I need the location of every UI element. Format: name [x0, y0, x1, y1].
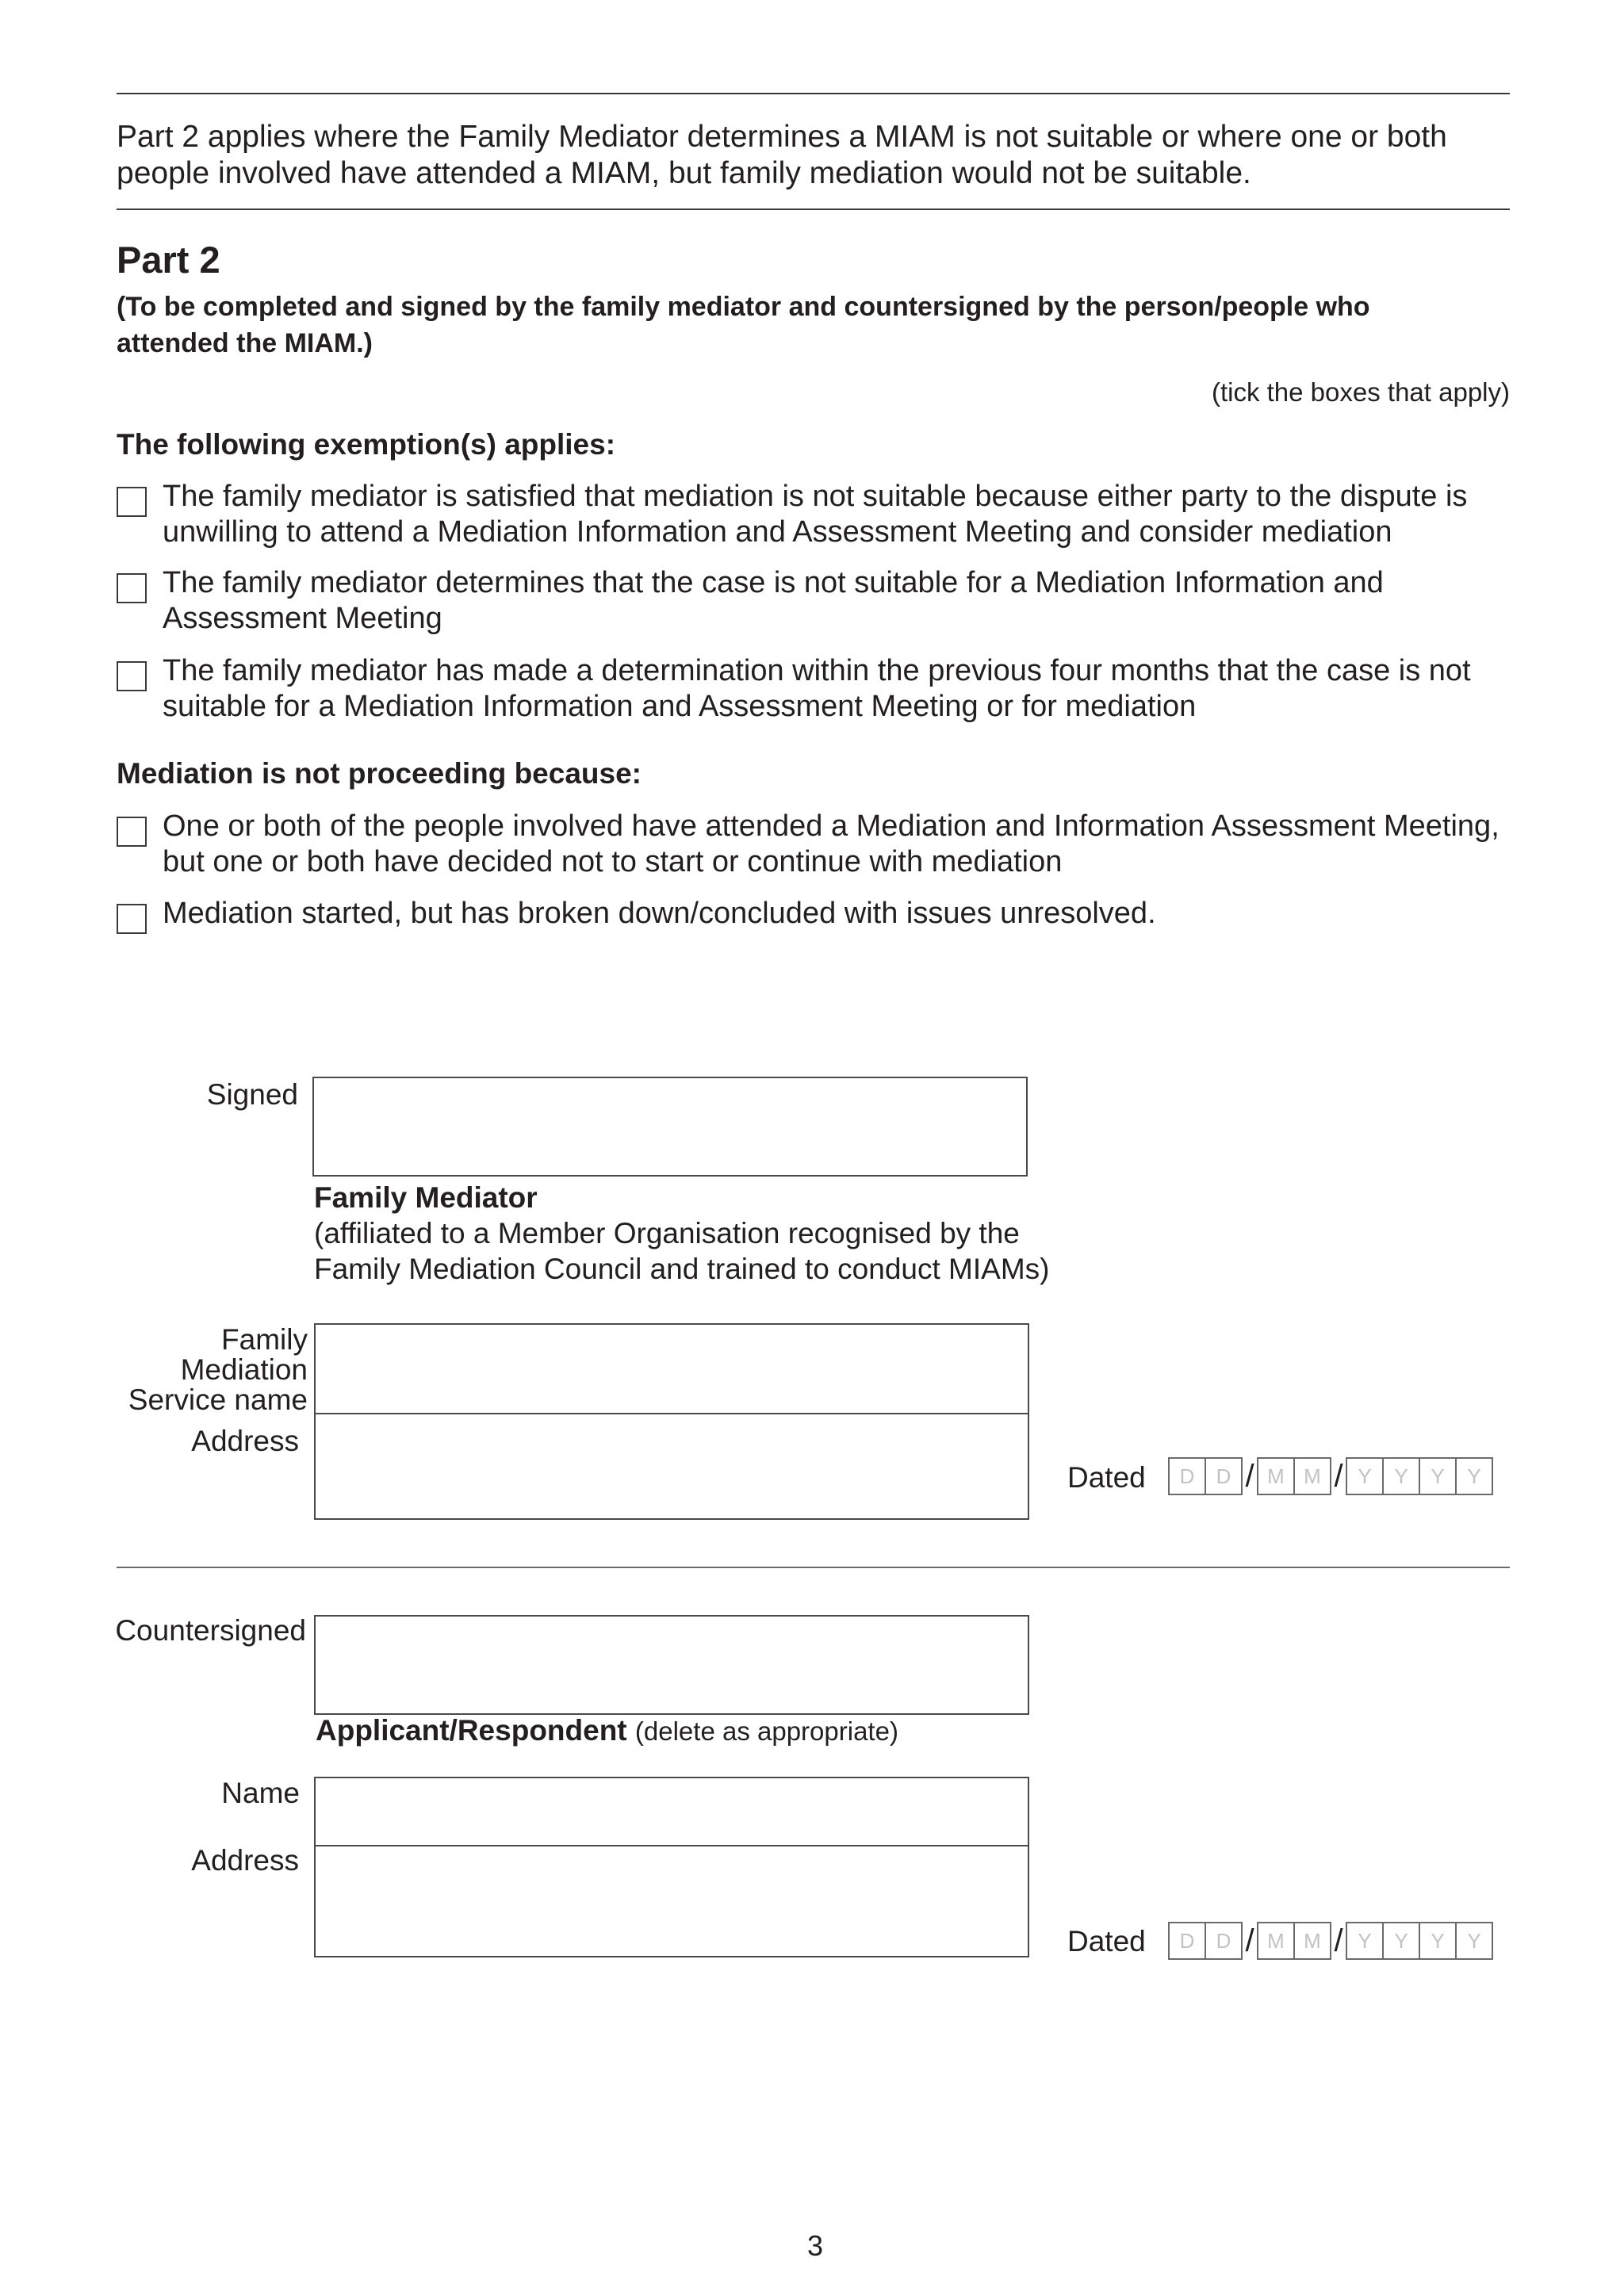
date-day-cell[interactable]: D — [1168, 1922, 1206, 1960]
date-year-cell[interactable]: Y — [1455, 1922, 1493, 1960]
mediator-role-note-1: (affiliated to a Member Organisation recognised by the — [314, 1217, 1020, 1249]
section-divider — [117, 1567, 1510, 1568]
exemption-option-label: The family mediator determines that the case is not suitable for a Mediation Information and Assessment Meeting — [163, 566, 1384, 635]
service-name-input[interactable] — [314, 1323, 1029, 1414]
date-month-cell[interactable]: M — [1257, 1922, 1295, 1960]
not-proceeding-option-2[interactable] — [117, 896, 1512, 934]
date-separator: / — [1245, 1458, 1254, 1494]
countersign-role-note: (delete as appropriate) — [634, 1716, 898, 1746]
date-separator: / — [1245, 1923, 1254, 1958]
date-year-cell[interactable]: Y — [1419, 1922, 1457, 1960]
not-proceeding-option-1[interactable] — [117, 809, 1512, 880]
name-input[interactable] — [314, 1777, 1029, 1846]
not-proceeding-option-label: One or both of the people involved have attended a Mediation and Information Assessment Meeting, but one or both have decided not to start or continue with mediation — [163, 809, 1500, 878]
page-number: 3 — [806, 2229, 824, 2262]
service-name-label-line: Mediation — [180, 1353, 308, 1386]
mediator-address-label: Address — [191, 1425, 299, 1457]
exemption-option-label: The family mediator has made a determination within the previous four months that the case is not suitable for a Mediation Information and Assessment Meeting or for mediation — [163, 654, 1471, 723]
date-year-cell[interactable]: Y — [1382, 1922, 1420, 1960]
mediator-address-input[interactable] — [314, 1413, 1029, 1520]
service-name-label — [128, 1325, 308, 1415]
countersigned-label: Countersigned — [115, 1614, 306, 1647]
part-subtitle: (To be completed and signed by the family mediator and countersigned by the person/people who attended the MIAM.) — [117, 292, 1370, 358]
exemption-option-2[interactable] — [117, 565, 1512, 637]
date-day-cell[interactable]: D — [1205, 1922, 1243, 1960]
mediator-date-field[interactable] — [1168, 1457, 1493, 1495]
intro-rule — [117, 209, 1510, 210]
date-year-cell[interactable]: Y — [1346, 1457, 1384, 1495]
countersign-date-field[interactable] — [1168, 1922, 1493, 1960]
date-day-cell[interactable]: D — [1205, 1457, 1243, 1495]
countersign-dated-label: Dated — [1067, 1925, 1146, 1957]
countersign-role-title: Applicant/Respondent — [316, 1714, 627, 1747]
not-proceeding-checkbox-1[interactable] — [117, 817, 147, 847]
service-name-label-line: Service name — [128, 1383, 308, 1416]
mediator-role-title: Family Mediator — [314, 1181, 538, 1214]
top-rule — [117, 93, 1510, 94]
exemption-checkbox-3[interactable] — [117, 661, 147, 691]
not-proceeding-checkbox-2[interactable] — [117, 904, 147, 934]
service-name-label-line: Family — [221, 1323, 308, 1356]
date-separator: / — [1334, 1923, 1343, 1958]
countersign-address-label: Address — [191, 1844, 299, 1877]
date-month-cell[interactable]: M — [1293, 1922, 1331, 1960]
mediator-dated-label: Dated — [1067, 1461, 1146, 1494]
exemptions-heading: The following exemption(s) applies: — [117, 428, 616, 461]
exemption-option-3[interactable] — [117, 653, 1512, 725]
mediator-signature-box[interactable] — [312, 1077, 1028, 1177]
date-year-cell[interactable]: Y — [1346, 1922, 1384, 1960]
countersign-address-input[interactable] — [314, 1845, 1029, 1957]
date-month-cell[interactable]: M — [1257, 1457, 1295, 1495]
date-year-cell[interactable]: Y — [1382, 1457, 1420, 1495]
date-separator: / — [1334, 1458, 1343, 1494]
countersign-role — [316, 1714, 898, 1747]
date-day-cell[interactable]: D — [1168, 1457, 1206, 1495]
exemption-option-1[interactable] — [117, 479, 1512, 550]
mediator-role-block — [314, 1180, 1107, 1287]
intro-text: Part 2 applies where the Family Mediator determines a MIAM is not suitable or where one or both people involved have attended a MIAM, but family mediation would not be suitable. — [117, 120, 1447, 190]
part-title: Part 2 — [117, 239, 220, 281]
countersignature-box[interactable] — [314, 1615, 1029, 1715]
exemption-checkbox-2[interactable] — [117, 573, 147, 603]
mediator-role-note-2: Family Mediation Council and trained to conduct MIAMs) — [314, 1253, 1050, 1285]
signed-label: Signed — [206, 1078, 298, 1111]
exemption-option-label: The family mediator is satisfied that mediation is not suitable because either party to the dispute is unwilling to attend a Mediation Information and Assessment Meeting and consider mediation — [163, 480, 1468, 549]
date-month-cell[interactable]: M — [1293, 1457, 1331, 1495]
exemption-checkbox-1[interactable] — [117, 487, 147, 517]
not-proceeding-option-label: Mediation started, but has broken down/concluded with issues unresolved. — [163, 897, 1156, 930]
date-year-cell[interactable]: Y — [1455, 1457, 1493, 1495]
tick-note: (tick the boxes that apply) — [1211, 377, 1510, 407]
not-proceeding-heading: Mediation is not proceeding because: — [117, 757, 642, 790]
date-year-cell[interactable]: Y — [1419, 1457, 1457, 1495]
name-label: Name — [221, 1777, 300, 1809]
